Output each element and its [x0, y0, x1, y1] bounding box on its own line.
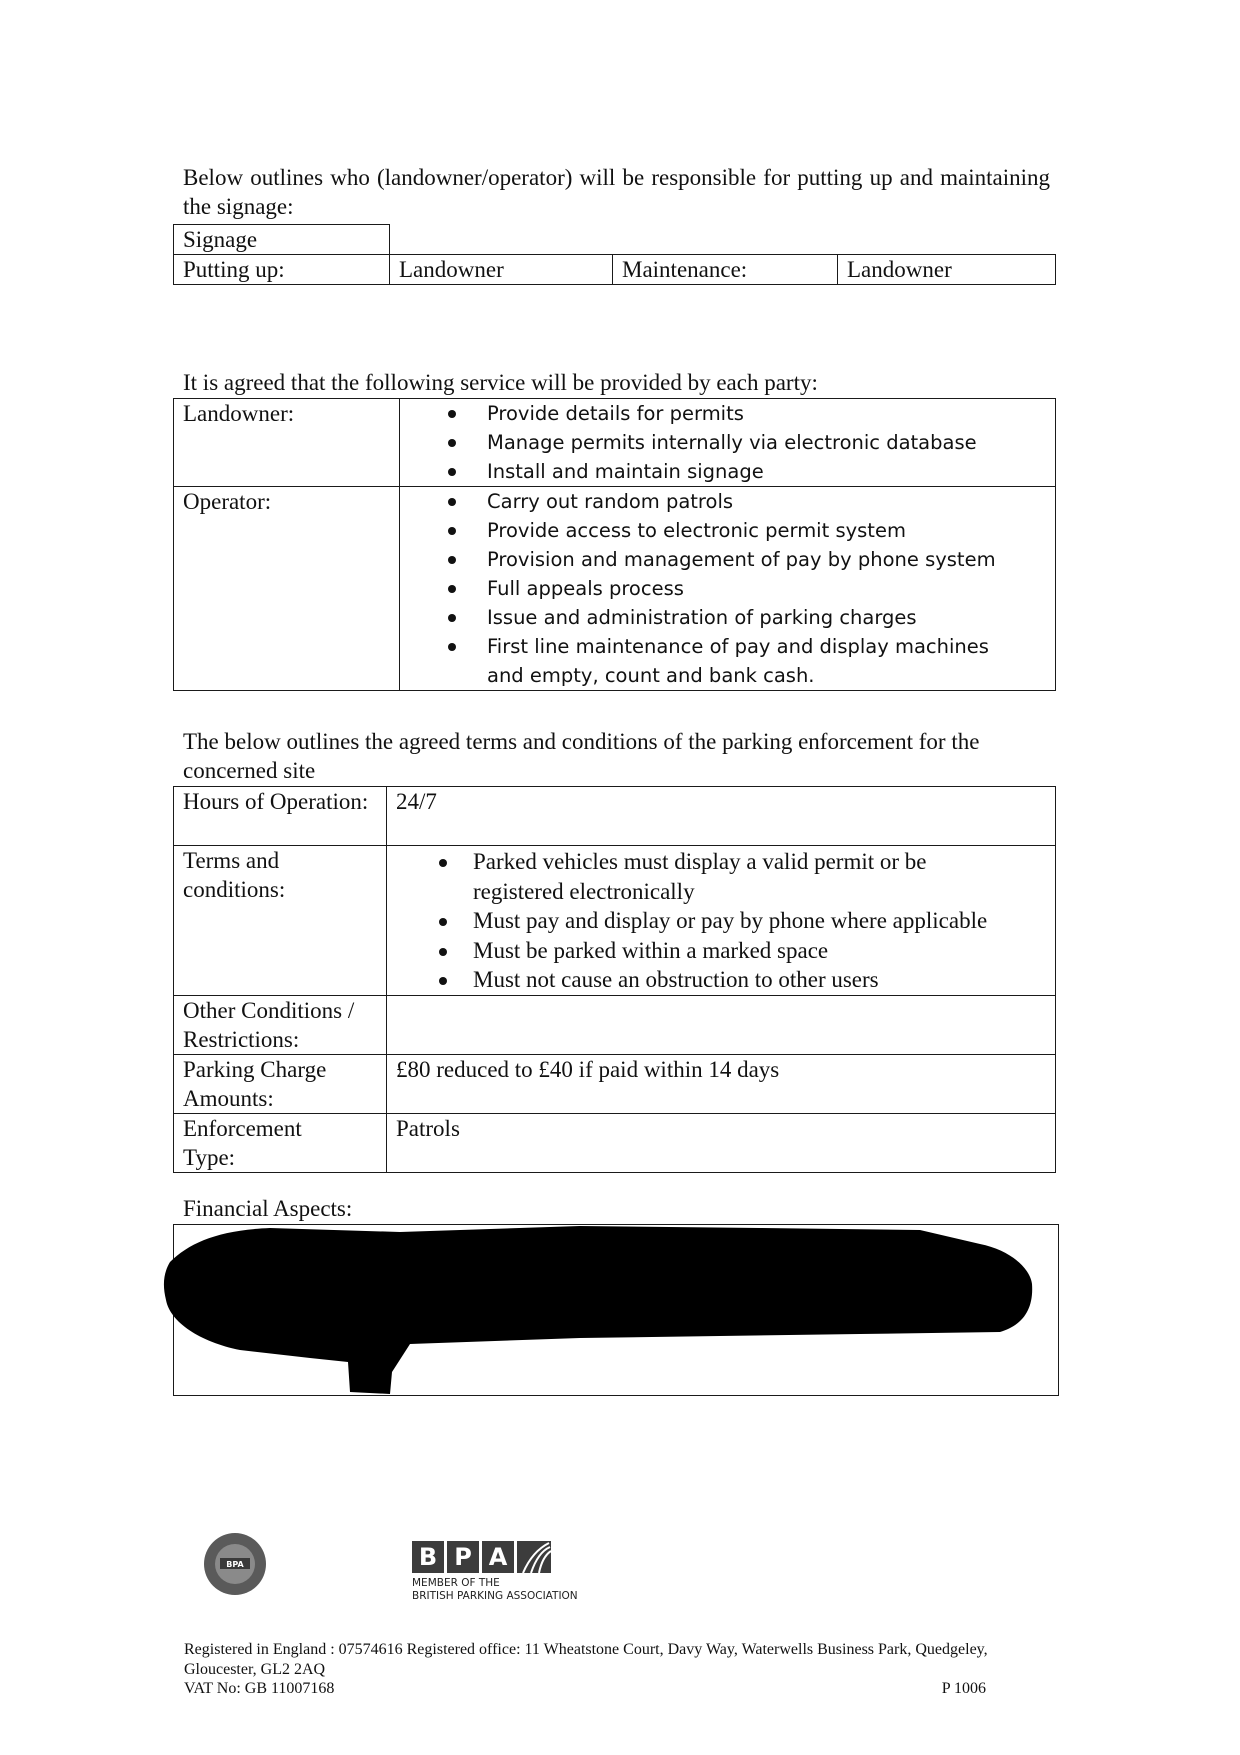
other-conditions-row: [174, 995, 1056, 1054]
enforcement-label: Enforcement Type:: [174, 1113, 387, 1172]
bpa-caption: [412, 1577, 592, 1603]
landowner-row: [174, 399, 1056, 487]
list-item: Must not cause an obstruction to other users: [387, 965, 1055, 995]
bpa-letter-a: A: [482, 1541, 514, 1573]
list-item: Must be parked within a marked space: [387, 936, 1055, 966]
list-item: Carry out random patrols: [400, 487, 1055, 516]
putting-up-label: Putting up:: [174, 255, 390, 285]
list-item: Manage permits internally via electronic database: [400, 428, 1055, 457]
signage-section: [183, 163, 1053, 221]
hours-row: [174, 787, 1056, 846]
footer-page-ref: P 1006: [941, 1680, 986, 1697]
terms-intro: The below outlines the agreed terms and conditions of the parking enforcement for the concerned site: [183, 729, 980, 783]
bpa-letters-row: [412, 1541, 592, 1573]
list-item: Provision and management of pay by phone system: [400, 545, 1055, 574]
conditions-label: Terms and conditions:: [174, 846, 387, 996]
other-conditions-value: [387, 995, 1056, 1054]
operator-services-cell: [400, 487, 1056, 691]
enforcement-row: [174, 1113, 1056, 1172]
services-intro: It is agreed that the following service will be provided by each party:: [183, 370, 818, 395]
conditions-list: [387, 846, 1055, 995]
financial-label-block: [183, 1194, 352, 1223]
list-item: Must pay and display or pay by phone where applicable: [387, 906, 1055, 936]
services-table: [173, 398, 1055, 691]
putting-up-value: Landowner: [390, 255, 613, 285]
signage-header-cell: Signage: [174, 225, 390, 255]
list-item: Provide details for permits: [400, 399, 1055, 428]
list-item: First line maintenance of pay and display machines and empty, count and bank cash.: [400, 632, 1055, 690]
signage-values-row: [174, 255, 1056, 285]
conditions-row: [174, 846, 1056, 996]
signage-header-row: [174, 225, 1056, 255]
signage-header-empty: [390, 225, 1056, 255]
footer-registered-line2: Gloucester, GL2 2AQ: [184, 1660, 326, 1678]
services-intro-block: [183, 368, 1053, 397]
landowner-services-cell: [400, 399, 1056, 487]
operator-services-list: [400, 487, 1055, 690]
terms-intro-block: [183, 727, 1053, 785]
bpa-caption-line1: MEMBER OF THE: [412, 1577, 500, 1589]
signage-intro: Below outlines who (landowner/operator) will be responsible for putting up and maintaining the signage:: [183, 165, 1050, 219]
operator-row: [174, 487, 1056, 691]
list-item: Install and maintain signage: [400, 457, 1055, 486]
charge-row: [174, 1054, 1056, 1113]
landowner-services-list: [400, 399, 1055, 486]
hours-label: Hours of Operation:: [174, 787, 387, 846]
approved-operator-seal-icon: [202, 1531, 268, 1597]
hours-value: 24/7: [387, 787, 1056, 846]
maintenance-label: Maintenance:: [613, 255, 838, 285]
landowner-label: Landowner:: [174, 399, 400, 487]
redaction-mark: [160, 1222, 1040, 1400]
operator-label: Operator:: [174, 487, 400, 691]
conditions-cell: [387, 846, 1056, 996]
list-item: Full appeals process: [400, 574, 1055, 603]
footer: [184, 1640, 1044, 1699]
bpa-letter-b: B: [412, 1541, 444, 1573]
approved-operator-logo: [202, 1531, 268, 1597]
bpa-caption-line2: BRITISH PARKING ASSOCIATION: [412, 1590, 578, 1602]
signage-table: [173, 224, 1055, 285]
list-item: Issue and administration of parking charges: [400, 603, 1055, 632]
seal-center-text: BPA: [226, 1560, 244, 1569]
footer-registered-line1: Registered in England : 07574616 Registered office: 11 Wheatstone Court, Davy Way, Waterwells Business Park, Quedgeley,: [184, 1641, 988, 1658]
bpa-logo: [412, 1541, 592, 1603]
bpa-road-icon: [517, 1541, 551, 1573]
footer-last-row: [184, 1679, 986, 1699]
other-conditions-label: Other Conditions / Restrictions:: [174, 995, 387, 1054]
list-item: Parked vehicles must display a valid permit or be registered electronically: [387, 847, 1055, 906]
list-item: Provide access to electronic permit system: [400, 516, 1055, 545]
charge-label: Parking Charge Amounts:: [174, 1054, 387, 1113]
footer-vat: VAT No: GB 11007168: [184, 1680, 335, 1697]
maintenance-value: Landowner: [838, 255, 1056, 285]
charge-value: £80 reduced to £40 if paid within 14 days: [387, 1054, 1056, 1113]
financial-label: Financial Aspects:: [183, 1196, 353, 1221]
enforcement-value: Patrols: [387, 1113, 1056, 1172]
terms-table: [173, 786, 1055, 1173]
bpa-letter-p: P: [447, 1541, 479, 1573]
